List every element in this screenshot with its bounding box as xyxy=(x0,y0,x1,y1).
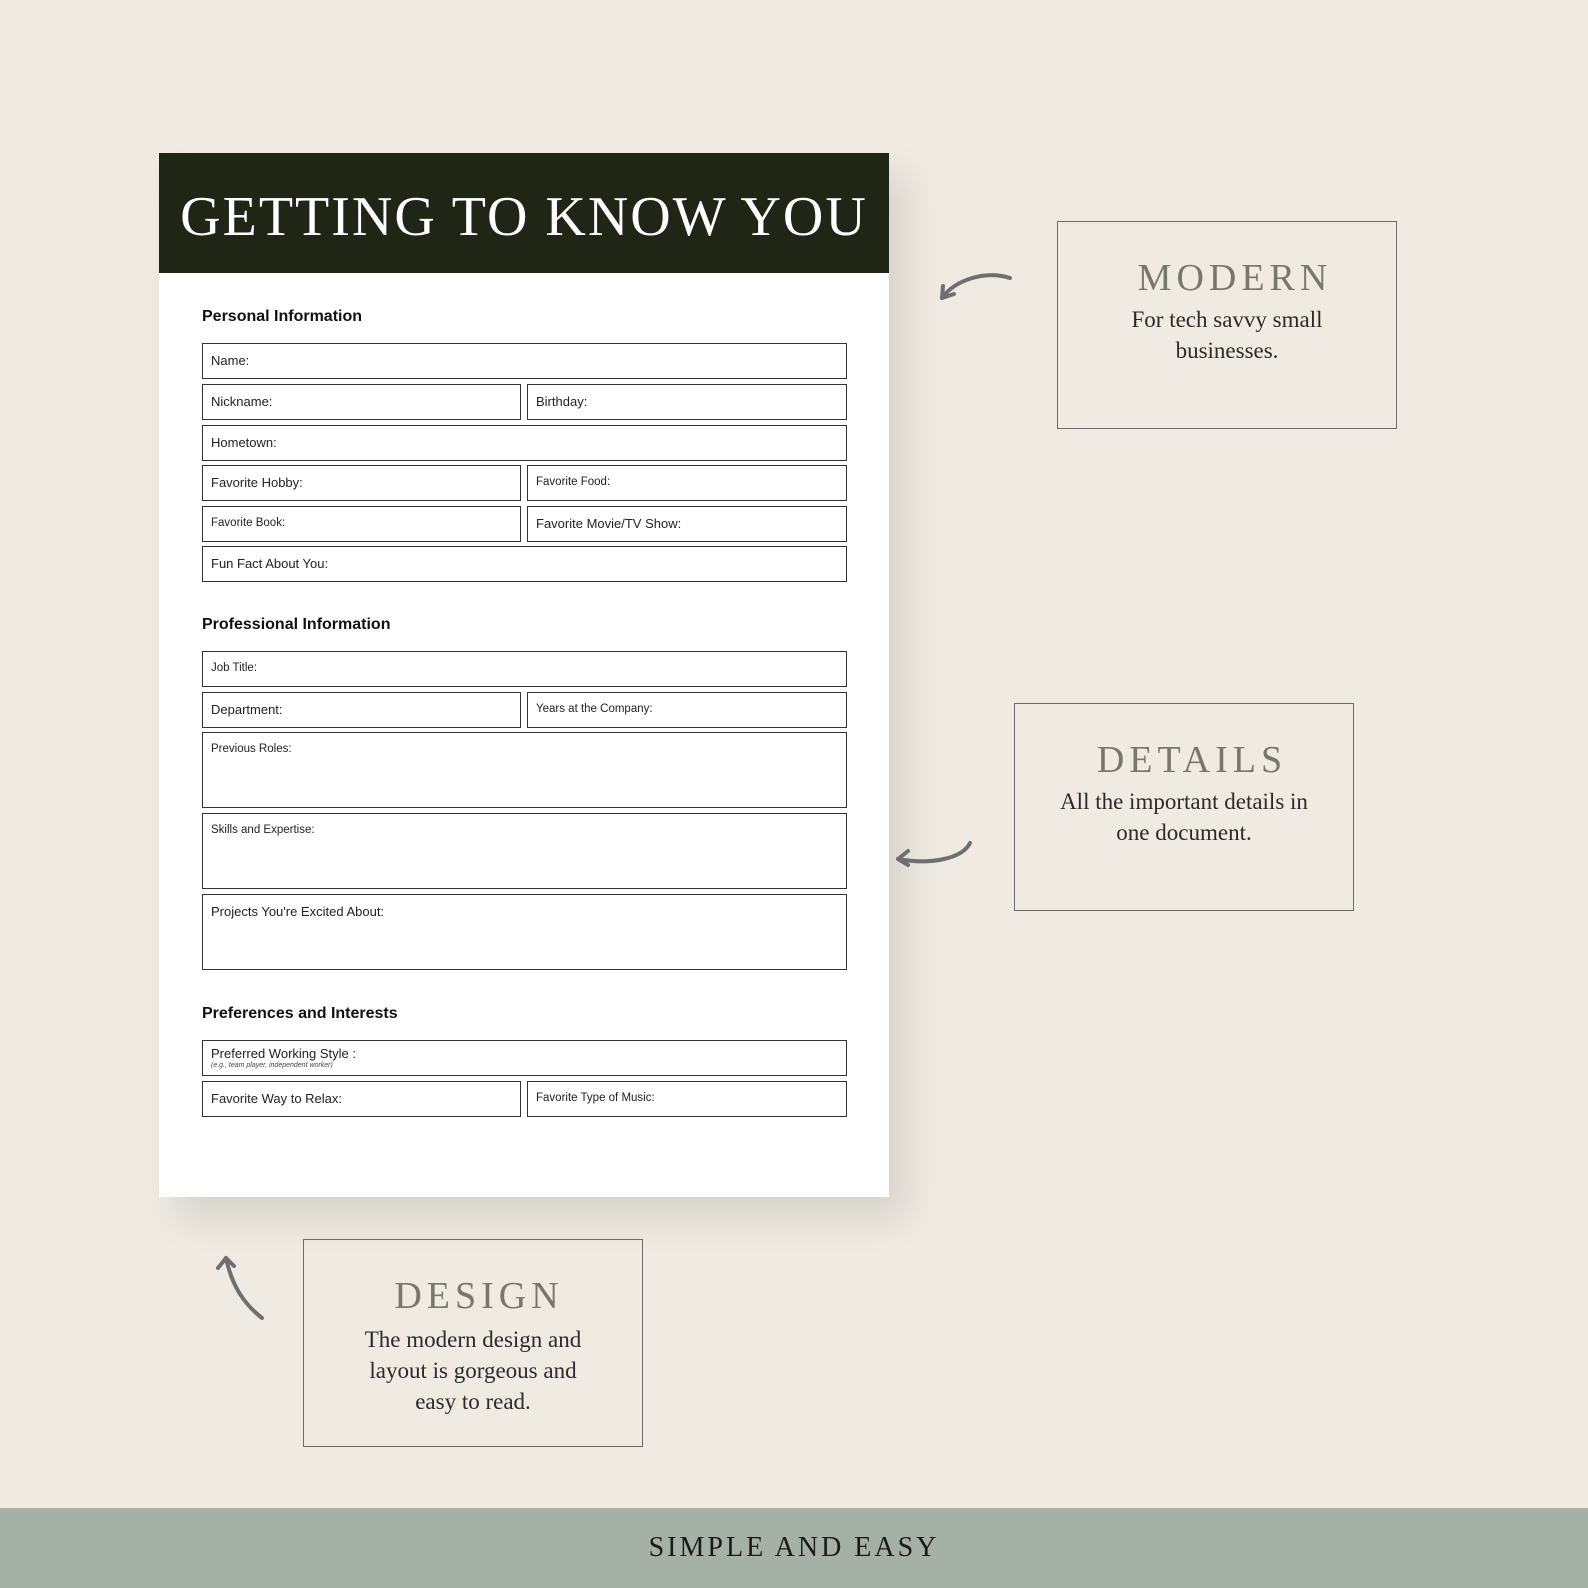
favorite-food-label: Favorite Food: xyxy=(536,476,611,488)
fun-fact-label: Fun Fact About You: xyxy=(211,556,329,571)
design-heading: DESIGN xyxy=(394,1275,564,1317)
projects-field[interactable] xyxy=(202,894,847,970)
design-line-1: The modern design and xyxy=(364,1327,582,1352)
job-title-field[interactable] xyxy=(202,651,847,687)
favorite-movie-field[interactable] xyxy=(527,506,847,542)
birthday-field[interactable] xyxy=(527,384,847,420)
projects-label: Projects You're Excited About: xyxy=(211,904,385,919)
music-field[interactable] xyxy=(527,1081,847,1117)
working-style-hint: (e.g., team player, independent worker) xyxy=(211,1062,333,1069)
relax-label: Favorite Way to Relax: xyxy=(211,1091,343,1106)
nickname-field[interactable] xyxy=(202,384,521,420)
favorite-book-label: Favorite Book: xyxy=(211,517,286,529)
favorite-hobby-field[interactable] xyxy=(202,465,521,501)
section-professional-title: Professional Information xyxy=(202,616,391,633)
design-line-3: easy to read. xyxy=(415,1389,531,1414)
skills-label: Skills and Expertise: xyxy=(211,824,315,836)
details-line-1: All the important details in xyxy=(1060,789,1308,814)
worksheet-page xyxy=(159,153,889,1197)
hometown-label: Hometown: xyxy=(211,435,277,450)
details-line-2: one document. xyxy=(1116,820,1252,845)
modern-line-1: For tech savvy small xyxy=(1131,307,1323,332)
favorite-book-field[interactable] xyxy=(202,506,521,542)
fun-fact-field[interactable] xyxy=(202,546,847,582)
name-label: Name: xyxy=(211,353,250,368)
department-field[interactable] xyxy=(202,692,521,728)
skills-field[interactable] xyxy=(202,813,847,889)
design-callout xyxy=(303,1239,643,1447)
section-preferences-title: Preferences and Interests xyxy=(202,1005,398,1022)
years-at-company-label: Years at the Company: xyxy=(536,703,653,715)
music-label: Favorite Type of Music: xyxy=(536,1092,655,1104)
title-banner xyxy=(159,153,889,273)
curved-arrow-icon xyxy=(930,268,1014,312)
department-label: Department: xyxy=(211,702,283,717)
modern-callout xyxy=(1057,221,1397,429)
section-personal-title: Personal Information xyxy=(202,308,363,325)
job-title-label: Job Title: xyxy=(211,662,258,674)
years-at-company-field[interactable] xyxy=(527,692,847,728)
birthday-label: Birthday: xyxy=(536,394,588,409)
nickname-label: Nickname: xyxy=(211,394,273,409)
working-style-field[interactable] xyxy=(202,1040,847,1076)
modern-line-2: businesses. xyxy=(1175,338,1279,363)
favorite-food-field[interactable] xyxy=(527,465,847,501)
hometown-field[interactable] xyxy=(202,425,847,461)
details-callout xyxy=(1014,703,1354,911)
favorite-hobby-label: Favorite Hobby: xyxy=(211,475,303,490)
curved-arrow-icon xyxy=(210,1250,270,1322)
relax-field[interactable] xyxy=(202,1081,521,1117)
footer-tagline: SIMPLE AND EASY xyxy=(648,1532,940,1563)
details-heading: DETAILS xyxy=(1096,739,1288,781)
footer-band xyxy=(0,1508,1588,1588)
favorite-movie-label: Favorite Movie/TV Show: xyxy=(536,516,682,531)
design-line-2: layout is gorgeous and xyxy=(369,1358,577,1383)
page-title: GETTING TO KNOW YOU xyxy=(180,186,868,248)
name-field[interactable] xyxy=(202,343,847,379)
curved-arrow-icon xyxy=(890,835,974,875)
previous-roles-field[interactable] xyxy=(202,732,847,808)
modern-heading: MODERN xyxy=(1137,257,1333,299)
working-style-label: Preferred Working Style : xyxy=(211,1046,356,1061)
previous-roles-label: Previous Roles: xyxy=(211,743,292,755)
